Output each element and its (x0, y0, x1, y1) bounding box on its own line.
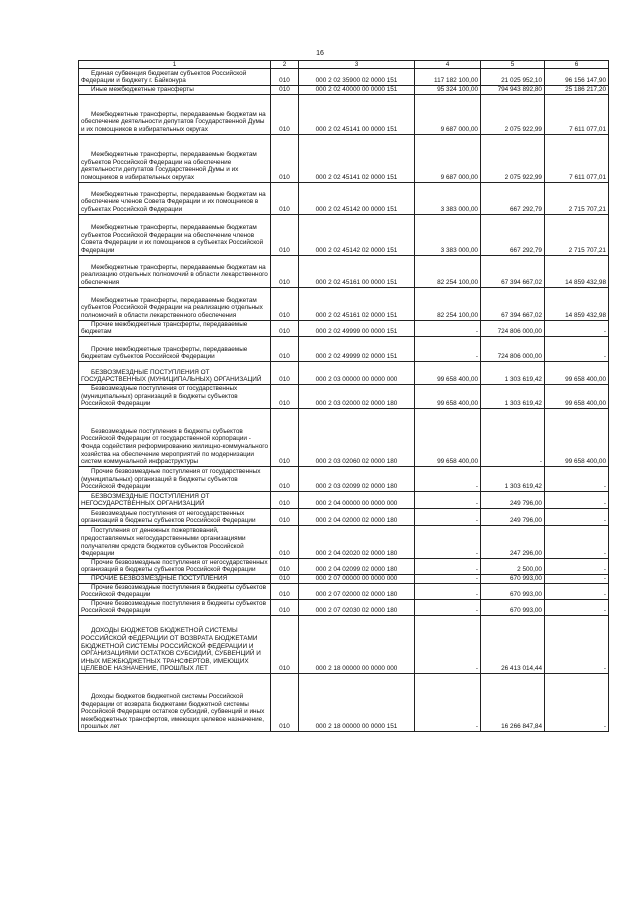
row-code: 010 (271, 69, 299, 86)
row-kbk: 000 2 04 00000 00 0000 000 (299, 491, 415, 508)
row-name: Межбюджетные трансферты, передаваемые бюджетам субъектов Российской Федерации на обеспечение членов Совета Федерации и их помощников в субъектах Российской Федерации (79, 214, 271, 255)
row-name: Безвозмездные поступления от негосударственных организаций в бюджеты субъектов Российской Федерации (79, 508, 271, 525)
row-executed: 1 303 619,42 (481, 361, 545, 384)
row-unexecuted: - (545, 525, 609, 558)
table-row (79, 384, 609, 408)
row-name: Поступления от денежных пожертвований, предоставляемых негосударственными организациями получателям средств бюджетов субъектов Российской Федерации (79, 525, 271, 558)
row-plan: 3 383 000,00 (415, 214, 481, 255)
row-plan: - (415, 320, 481, 336)
row-code: 010 (271, 255, 299, 287)
row-plan: - (415, 615, 481, 673)
row-kbk: 000 2 02 45142 02 0000 151 (299, 214, 415, 255)
table-row (79, 599, 609, 615)
row-unexecuted: - (545, 673, 609, 731)
table-row (79, 86, 609, 95)
row-executed: 794 943 892,80 (481, 86, 545, 95)
row-plan: - (415, 574, 481, 583)
row-unexecuted: 2 715 707,21 (545, 214, 609, 255)
row-unexecuted: 25 186 217,20 (545, 86, 609, 95)
row-name: Прочие безвозмездные поступления от негосударственных организаций в бюджеты субъектов Российской Федерации (79, 558, 271, 574)
row-unexecuted: 2 715 707,21 (545, 182, 609, 214)
table-row (79, 287, 609, 320)
row-plan: 3 383 000,00 (415, 182, 481, 214)
row-kbk: 000 2 02 45161 00 0000 151 (299, 255, 415, 287)
row-executed: 26 413 014,44 (481, 615, 545, 673)
row-name: Безвозмездные поступления в бюджеты субъектов Российской Федерации от государственной корпорации - Фонда содействия реформированию жилищно-коммунального хозяйства на обеспечение мероприятий по модернизации систем коммунальной инфраструктуры (79, 408, 271, 466)
row-kbk: 000 2 02 45141 00 0000 151 (299, 94, 415, 134)
row-kbk: 000 2 02 45142 00 0000 151 (299, 182, 415, 214)
budget-income-table (78, 60, 609, 732)
row-plan: 99 658 400,00 (415, 361, 481, 384)
row-kbk: 000 2 07 02000 02 0000 180 (299, 583, 415, 599)
row-code: 010 (271, 615, 299, 673)
row-code: 010 (271, 508, 299, 525)
row-code: 010 (271, 673, 299, 731)
row-unexecuted: - (545, 599, 609, 615)
row-name: Межбюджетные трансферты, передаваемые бюджетам субъектов Российской Федерации на реализацию отдельных полномочий в области лекарственного обеспечения (79, 287, 271, 320)
row-kbk: 000 2 03 02000 02 0000 180 (299, 384, 415, 408)
row-unexecuted: - (545, 574, 609, 583)
column-header: 2 (271, 61, 299, 69)
row-executed: 2 075 922,99 (481, 94, 545, 134)
row-kbk: 000 2 02 45141 02 0000 151 (299, 134, 415, 182)
row-code: 010 (271, 466, 299, 491)
row-code: 010 (271, 287, 299, 320)
row-plan: 99 658 400,00 (415, 384, 481, 408)
row-executed: 16 266 847,84 (481, 673, 545, 731)
row-executed: - (481, 408, 545, 466)
row-executed: 724 806 000,00 (481, 336, 545, 361)
row-code: 010 (271, 336, 299, 361)
row-name: Доходы бюджетов бюджетной системы Российской Федерации от возврата бюджетами бюджетной системы Российской Федерации остатков субсидий, субвенций и иных межбюджетных трансфертов, имеющих целевое назначение, прошлых лет (79, 673, 271, 731)
table-row (79, 214, 609, 255)
row-code: 010 (271, 583, 299, 599)
row-kbk: 000 2 18 00000 00 0000 000 (299, 615, 415, 673)
row-kbk: 000 2 07 02030 02 0000 180 (299, 599, 415, 615)
row-executed: 67 394 667,02 (481, 255, 545, 287)
row-name: Прочие безвозмездные поступления от государственных (муниципальных) организаций в бюджеты субъектов Российской Федерации (79, 466, 271, 491)
table-row (79, 408, 609, 466)
row-unexecuted: - (545, 466, 609, 491)
row-kbk: 000 2 04 02099 02 0000 180 (299, 558, 415, 574)
table-row (79, 491, 609, 508)
row-code: 010 (271, 384, 299, 408)
row-name: Прочие безвозмездные поступления в бюджеты субъектов Российской Федерации (79, 583, 271, 599)
table-row (79, 361, 609, 384)
row-executed: 249 796,00 (481, 508, 545, 525)
row-executed: 249 796,00 (481, 491, 545, 508)
row-unexecuted: - (545, 336, 609, 361)
row-executed: 2 075 922,99 (481, 134, 545, 182)
row-plan: 82 254 100,00 (415, 287, 481, 320)
table-row (79, 673, 609, 731)
row-code: 010 (271, 182, 299, 214)
row-name: Межбюджетные трансферты, передаваемые бюджетам на обеспечение членов Совета Федерации и их помощников в субъектах Российской Федерации (79, 182, 271, 214)
row-kbk: 000 2 02 45161 02 0000 151 (299, 287, 415, 320)
row-code: 010 (271, 574, 299, 583)
row-kbk: 000 2 02 49999 00 0000 151 (299, 320, 415, 336)
row-name: Единая субвенция бюджетам субъектов Российской Федерации и бюджету г. Байконура (79, 69, 271, 86)
row-unexecuted: - (545, 491, 609, 508)
row-name: Межбюджетные трансферты, передаваемые бюджетам на обеспечение деятельности депутатов Государственной Думы и их помощников в избирательных округах (79, 94, 271, 134)
row-name: Безвозмездные поступления от государственных (муниципальных) организаций в бюджеты субъектов Российской Федерации (79, 384, 271, 408)
column-header: 3 (299, 61, 415, 69)
row-kbk: 000 2 04 02020 02 0000 180 (299, 525, 415, 558)
row-unexecuted: 99 658 400,00 (545, 408, 609, 466)
row-kbk: 000 2 18 00000 00 0000 151 (299, 673, 415, 731)
row-code: 010 (271, 94, 299, 134)
row-code: 010 (271, 86, 299, 95)
row-kbk: 000 2 03 02099 02 0000 180 (299, 466, 415, 491)
row-unexecuted: - (545, 558, 609, 574)
table-row (79, 255, 609, 287)
row-executed: 67 394 667,02 (481, 287, 545, 320)
table-row (79, 320, 609, 336)
row-plan: - (415, 491, 481, 508)
row-unexecuted: 99 658 400,00 (545, 361, 609, 384)
column-header: 6 (545, 61, 609, 69)
row-plan: - (415, 508, 481, 525)
row-plan: - (415, 583, 481, 599)
row-unexecuted: 14 859 432,98 (545, 255, 609, 287)
table-row (79, 583, 609, 599)
row-name: Прочие безвозмездные поступления в бюджеты субъектов Российской Федерации (79, 599, 271, 615)
row-kbk: 000 2 04 02000 02 0000 180 (299, 508, 415, 525)
row-code: 010 (271, 558, 299, 574)
table-row (79, 615, 609, 673)
row-executed: 670 993,00 (481, 574, 545, 583)
table-row (79, 558, 609, 574)
row-name: БЕЗВОЗМЕЗДНЫЕ ПОСТУПЛЕНИЯ ОТ НЕГОСУДАРСТВЕННЫХ ОРГАНИЗАЦИЙ (79, 491, 271, 508)
row-executed: 724 806 000,00 (481, 320, 545, 336)
table-row (79, 336, 609, 361)
row-name: Иные межбюджетные трансферты (79, 86, 271, 95)
row-name: ДОХОДЫ БЮДЖЕТОВ БЮДЖЕТНОЙ СИСТЕМЫ РОССИЙСКОЙ ФЕДЕРАЦИИ ОТ ВОЗВРАТА БЮДЖЕТАМИ БЮДЖЕТНОЙ СИСТЕМЫ РОССИЙСКОЙ ФЕДЕРАЦИИ И ОРГАНИЗАЦИЯМИ ОСТАТКОВ СУБСИДИЙ, СУБВЕНЦИЙ И ИНЫХ МЕЖБЮДЖЕТНЫХ ТРАНСФЕРТОВ, ИМЕЮЩИХ ЦЕЛЕВОЕ НАЗНАЧЕНИЕ, ПРОШЛЫХ ЛЕТ (79, 615, 271, 673)
row-plan: 82 254 100,00 (415, 255, 481, 287)
row-name: Прочие межбюджетные трансферты, передаваемые бюджетам субъектов Российской Федерации (79, 336, 271, 361)
table-row (79, 182, 609, 214)
table-row (79, 466, 609, 491)
row-executed: 2 500,00 (481, 558, 545, 574)
row-executed: 670 993,00 (481, 583, 545, 599)
table-body (79, 61, 609, 732)
table-row (79, 574, 609, 583)
row-code: 010 (271, 408, 299, 466)
row-unexecuted: 7 611 077,01 (545, 94, 609, 134)
row-plan: - (415, 558, 481, 574)
row-plan: - (415, 466, 481, 491)
row-plan: 9 687 000,00 (415, 134, 481, 182)
table-row (79, 69, 609, 86)
table-row (79, 94, 609, 134)
row-kbk: 000 2 02 40000 00 0000 151 (299, 86, 415, 95)
row-plan: - (415, 673, 481, 731)
row-code: 010 (271, 134, 299, 182)
row-name: Прочие межбюджетные трансферты, передаваемые бюджетам (79, 320, 271, 336)
row-executed: 21 025 952,10 (481, 69, 545, 86)
row-plan: - (415, 525, 481, 558)
row-kbk: 000 2 02 35900 02 0000 151 (299, 69, 415, 86)
row-plan: 9 687 000,00 (415, 94, 481, 134)
row-executed: 667 292,79 (481, 182, 545, 214)
column-header: 5 (481, 61, 545, 69)
row-plan: - (415, 336, 481, 361)
row-unexecuted: 96 156 147,90 (545, 69, 609, 86)
row-kbk: 000 2 03 00000 00 0000 000 (299, 361, 415, 384)
row-unexecuted: - (545, 615, 609, 673)
row-executed: 1 303 619,42 (481, 466, 545, 491)
row-code: 010 (271, 320, 299, 336)
row-kbk: 000 2 02 49999 02 0000 151 (299, 336, 415, 361)
row-kbk: 000 2 03 02060 02 0000 180 (299, 408, 415, 466)
row-unexecuted: 14 859 432,98 (545, 287, 609, 320)
page-number: 16 (316, 50, 324, 57)
table-row (79, 508, 609, 525)
row-unexecuted: - (545, 508, 609, 525)
row-unexecuted: - (545, 583, 609, 599)
row-name: БЕЗВОЗМЕЗДНЫЕ ПОСТУПЛЕНИЯ ОТ ГОСУДАРСТВЕННЫХ (МУНИЦИПАЛЬНЫХ) ОРГАНИЗАЦИЙ (79, 361, 271, 384)
row-executed: 667 292,79 (481, 214, 545, 255)
row-name: ПРОЧИЕ БЕЗВОЗМЕЗДНЫЕ ПОСТУПЛЕНИЯ (79, 574, 271, 583)
row-executed: 247 296,00 (481, 525, 545, 558)
row-plan: 117 182 100,00 (415, 69, 481, 86)
row-code: 010 (271, 525, 299, 558)
row-executed: 670 993,00 (481, 599, 545, 615)
row-code: 010 (271, 214, 299, 255)
row-executed: 1 303 619,42 (481, 384, 545, 408)
row-name: Межбюджетные трансферты, передаваемые бюджетам субъектов Российской Федерации на обеспечение деятельности депутатов Государственной Думы и их помощников в избирательных округах (79, 134, 271, 182)
row-plan: - (415, 599, 481, 615)
row-plan: 95 324 100,00 (415, 86, 481, 95)
row-code: 010 (271, 599, 299, 615)
header-row (79, 61, 609, 69)
row-code: 010 (271, 491, 299, 508)
row-unexecuted: 99 658 400,00 (545, 384, 609, 408)
row-kbk: 000 2 07 00000 00 0000 000 (299, 574, 415, 583)
column-header: 4 (415, 61, 481, 69)
row-unexecuted: 7 611 077,01 (545, 134, 609, 182)
table-row (79, 525, 609, 558)
row-code: 010 (271, 361, 299, 384)
row-plan: 99 658 400,00 (415, 408, 481, 466)
row-name: Межбюджетные трансферты, передаваемые бюджетам на реализацию отдельных полномочий в области лекарственного обеспечения (79, 255, 271, 287)
column-header: 1 (79, 61, 271, 69)
row-unexecuted: - (545, 320, 609, 336)
table-row (79, 134, 609, 182)
